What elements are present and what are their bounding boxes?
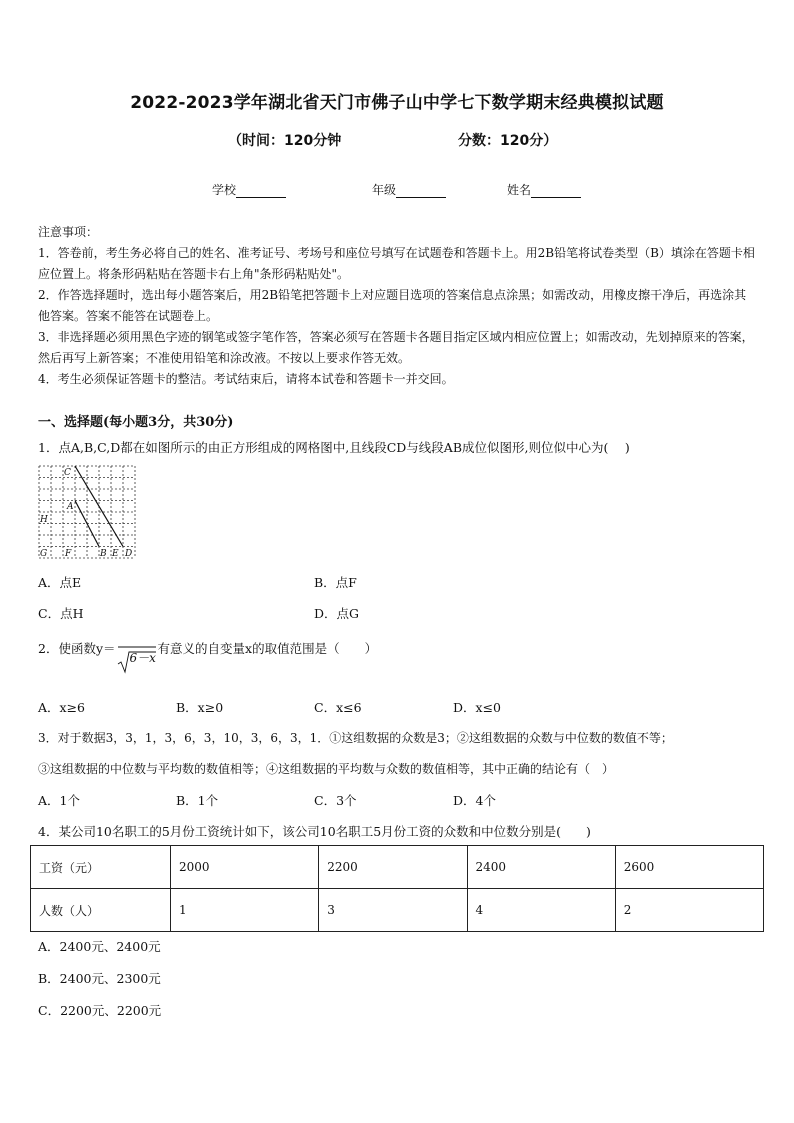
q3-option-a: A．1个	[38, 793, 80, 808]
school-label: 学校	[212, 183, 237, 197]
note-item: 1．答卷前，考生务必将自己的姓名、准考证号、考场号和座位号填写在试题卷和答题卡上。用2B铅笔将试卷类型（B）填涂在答题卡相应位置上。将条形码粘贴在答题卡右上角"条形码粘贴处"。	[38, 246, 755, 281]
school-blank	[236, 185, 286, 198]
grid-figure	[38, 465, 136, 560]
table-cell: 2	[615, 889, 763, 932]
table-cell: 3	[319, 889, 467, 932]
grade-blank	[396, 185, 446, 198]
q1-option-d: D．点G	[314, 606, 360, 621]
table-cell: 4	[467, 889, 615, 932]
q2-option-c: C．x≤6	[314, 700, 362, 715]
label-g: G	[40, 549, 48, 559]
table-row	[31, 889, 764, 932]
label-f: F	[65, 549, 72, 559]
question-3-line1: 3．对于数据3，3，1，3，6，3，10，3，6，3，1．①这组数据的众数是3；②这组数据的众数与中位数的数值不等；	[38, 731, 673, 745]
question-2-stem	[38, 639, 378, 665]
note-item: 2．作答选择题时，选出每小题答案后，用2B铅笔把答题卡上对应题目选项的答案信息点涂黑；如需改动，用橡皮擦干净后，再选涂其他答案。答案不能答在试题卷上。	[38, 288, 747, 323]
section-heading: 一、选择题(每小题3分，共30分)	[38, 415, 234, 430]
q1-option-b: B．点F	[314, 575, 357, 590]
q2-stem-post: 有意义的自变量x的取值范围是（ ）	[157, 641, 378, 656]
q2-option-d: D．x≤0	[453, 700, 501, 715]
q4-option-a: A．2400元、2400元	[38, 939, 161, 954]
page-title: 2022-2023学年湖北省天门市佛子山中学七下数学期末经典模拟试题	[130, 93, 664, 113]
table-row	[31, 846, 764, 889]
label-e: E	[112, 549, 119, 559]
table-cell: 2200	[319, 846, 467, 889]
q3-option-c: C．3个	[314, 793, 357, 808]
grade-label: 年级	[372, 183, 397, 197]
school-field	[212, 181, 286, 198]
note-item: 3．非选择题必须用黑色字迹的钢笔或签字笔作答，答案必须写在答题卡各题目指定区域内相应位置上；如需改动，先划掉原来的答案，然后再写上新答案；不准使用铅笔和涂改液。不按以上要求作答无效。	[38, 330, 754, 365]
table-cell: 工资（元）	[31, 846, 171, 889]
q3-option-d: D．4个	[453, 793, 496, 808]
q2-radicand: 6－x	[129, 651, 156, 665]
notes-block	[38, 222, 758, 390]
fraction-expression	[116, 639, 158, 665]
table-cell: 2600	[615, 846, 763, 889]
q1-option-c: C．点H	[38, 606, 84, 621]
q4-option-c: C．2200元、2200元	[38, 1003, 162, 1018]
wage-table	[30, 845, 764, 932]
notes-heading: 注意事项：	[38, 225, 99, 239]
q3-option-b: B．1个	[176, 793, 219, 808]
name-blank	[531, 185, 581, 198]
q2-option-a: A．x≥6	[38, 700, 86, 715]
name-field	[507, 181, 581, 198]
table-cell: 1	[171, 889, 319, 932]
question-3-line2: ③这组数据的中位数与平均数的数值相等；④这组数据的平均数与众数的数值相等，其中正确的结论有（ ）	[38, 762, 615, 776]
note-item: 4．考生必须保证答题卡的整洁。考试结束后，请将本试卷和答题卡一并交回。	[38, 372, 454, 386]
question-1-stem: 1．点A,B,C,D都在如图所示的由正方形组成的网格图中,且线段CD与线段AB成位似图形,则位似中心为( )	[38, 440, 630, 455]
name-label: 姓名	[507, 183, 532, 197]
label-h: H	[40, 515, 48, 525]
q2-option-b: B．x≥0	[176, 700, 224, 715]
total-score: 分数：120分）	[458, 133, 558, 149]
q1-option-a: A．点E	[38, 575, 82, 590]
label-d: D	[125, 549, 133, 559]
table-cell: 2000	[171, 846, 319, 889]
label-b: B	[100, 549, 107, 559]
label-a: A	[67, 502, 74, 512]
table-cell: 2400	[467, 846, 615, 889]
q4-option-b: B．2400元、2300元	[38, 971, 161, 986]
question-4-stem: 4．某公司10名职工的5月份工资统计如下，该公司10名职工5月份工资的众数和中位数分别是( )	[38, 824, 591, 839]
label-c: C	[64, 468, 71, 478]
time-limit: （时间：120分钟	[228, 133, 342, 149]
table-cell: 人数（人）	[31, 889, 171, 932]
grade-field	[372, 181, 446, 198]
q2-stem-pre: 2．使函数y＝	[38, 641, 116, 656]
